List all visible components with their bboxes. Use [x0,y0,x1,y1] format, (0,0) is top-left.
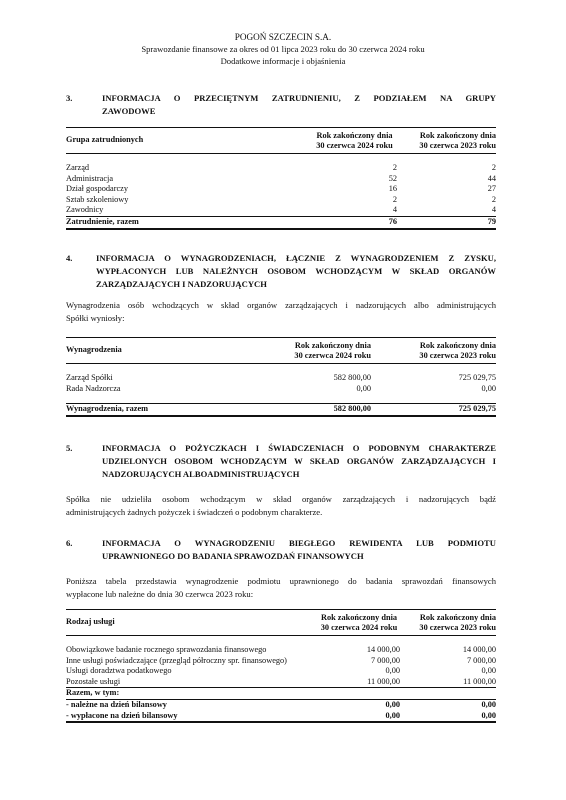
auditor-fee-table [66,609,496,723]
table-header-row [66,610,496,636]
report-period: Sprawozdanie finansowe za okres od 01 lipca 2023 roku do 30 czerwca 2024 roku [141,44,425,54]
table-header-row [66,128,496,154]
employment-table [66,127,496,230]
remuneration-table [66,337,496,417]
section-4-number: 4. [66,253,73,263]
section-6-paragraph: Poniższa tabela przedstawia wynagrodzenie podmiotu uprawnionego do badania sprawozdań finansowych wypłacone lub należne do dnia 30 czerwca 2023 roku: [66,576,496,599]
table-row: Rada Nadzorcza 0,00 0,00 [66,383,496,393]
section-3-title-line1: INFORMACJA O PRZECIĘTNYM ZATRUDNIENIU, Z PODZIAŁEM NA GRUPY [102,93,496,103]
header-remuneration: Wynagrodzenia [66,338,241,364]
company-name: POGOŃ SZCZECIN S.A. [234,32,332,42]
table-row: Zawodnicy 4 4 [66,205,496,215]
table-row: Pozostałe usługi 11 000,00 11 000,00 [66,677,496,688]
header-2023: Rok zakończony dnia 30 czerwca 2023 roku [371,338,496,364]
section-title: Dodatkowe informacje i objaśnienia [220,56,346,66]
table-row: Zarząd 2 2 [66,163,496,172]
table-total-row: Wynagrodzenia, razem 582 800,00 725 029,75 [66,404,496,416]
section-5-title-line1: INFORMACJA O POŻYCZKACH I ŚWIADCZENIACH O PODOBNYM CHARAKTERZE [102,443,496,453]
section-6-title-line2: UPRAWNIONEGO DO BADANIA SPRAWOZDAŃ FINANSOWYCH [102,551,364,561]
section-4-title-line3: ZARZĄDZAJĄCYCH I NADZORUJĄCYCH [96,279,267,289]
header-2024: Rok zakończony dnia 30 czerwca 2024 roku [306,128,403,154]
section-6-title-line1: INFORMACJA O WYNAGRODZENIU BIEGŁEGO REWIDENTA LUB PODMIOTU [102,538,496,548]
table-row: Dział gospodarczy 16 27 [66,184,496,194]
section-5-title-line2: UDZIELONYCH OSOBOM WCHODZĄCYM W SKŁAD ORGANÓW ZARZĄDZAJĄCYCH I [102,456,496,466]
header-2023: Rok zakończony dnia 30 czerwca 2023 roku [404,610,496,636]
table-row: - wypłacone na dzień bilansowy 0,00 0,00 [66,711,496,723]
section-6-number: 6. [66,538,73,548]
table-row: Inne usługi poświadczające (przegląd półroczny spr. finansowego) 7 000,00 7 000,00 [66,655,496,665]
table-total-row: Zatrudnienie, razem 76 79 [66,216,496,228]
section-4-title-line2: WYPŁACONYCH LUB NALEŻNYCH OSOBOM WCHODZĄCYM W SKŁAD ORGANÓW [96,266,496,276]
section-4-paragraph: Wynagrodzenia osób wchodzących w skład organów zarządzających i nadzorujących albo administrujących Spółki wyniosły: [66,300,496,323]
table-row: Usługi doradztwa podatkowego 0,00 0,00 [66,666,496,676]
section-3-title-line2: ZAWODOWE [102,106,156,116]
header-2023: Rok zakończony dnia 30 czerwca 2023 roku [403,128,496,154]
table-row: Obowiązkowe badanie rocznego sprawozdania finansowego 14 000,00 14 000,00 [66,645,496,654]
table-row: Zarząd Spółki 582 800,00 725 029,75 [66,373,496,382]
section-3-number: 3. [66,93,73,103]
table-row: - należne na dzień bilansowy 0,00 0,00 [66,699,496,709]
header-2024: Rok zakończony dnia 30 czerwca 2024 roku [314,610,404,636]
table-header-row [66,338,496,364]
header-group: Grupa zatrudnionych [66,128,306,154]
table-row: Sztab szkoleniowy 2 2 [66,194,496,204]
section-5-paragraph: Spółka nie udzieliła osobom wchodzącym w skład organów zarządzających i nadzorujących bądź administrujących żadnych pożyczek i świadczeń o podobnym charakterze. [66,494,496,517]
table-subtotal-row: Razem, w tym: [66,688,496,700]
table-row: Administracja 52 44 [66,173,496,183]
section-5-number: 5. [66,443,73,453]
section-5-title-line3: NADZORUJĄCYCH ALBOADMINISTRUJĄCYCH [102,469,300,479]
section-4-title-line1: INFORMACJA O WYNAGRODZENIACH, ŁĄCZNIE Z WYNAGRODZENIEM Z ZYSKU, [96,253,496,263]
header-2024: Rok zakończony dnia 30 czerwca 2024 roku [241,338,371,364]
header-service-type: Rodzaj usługi [66,610,314,636]
